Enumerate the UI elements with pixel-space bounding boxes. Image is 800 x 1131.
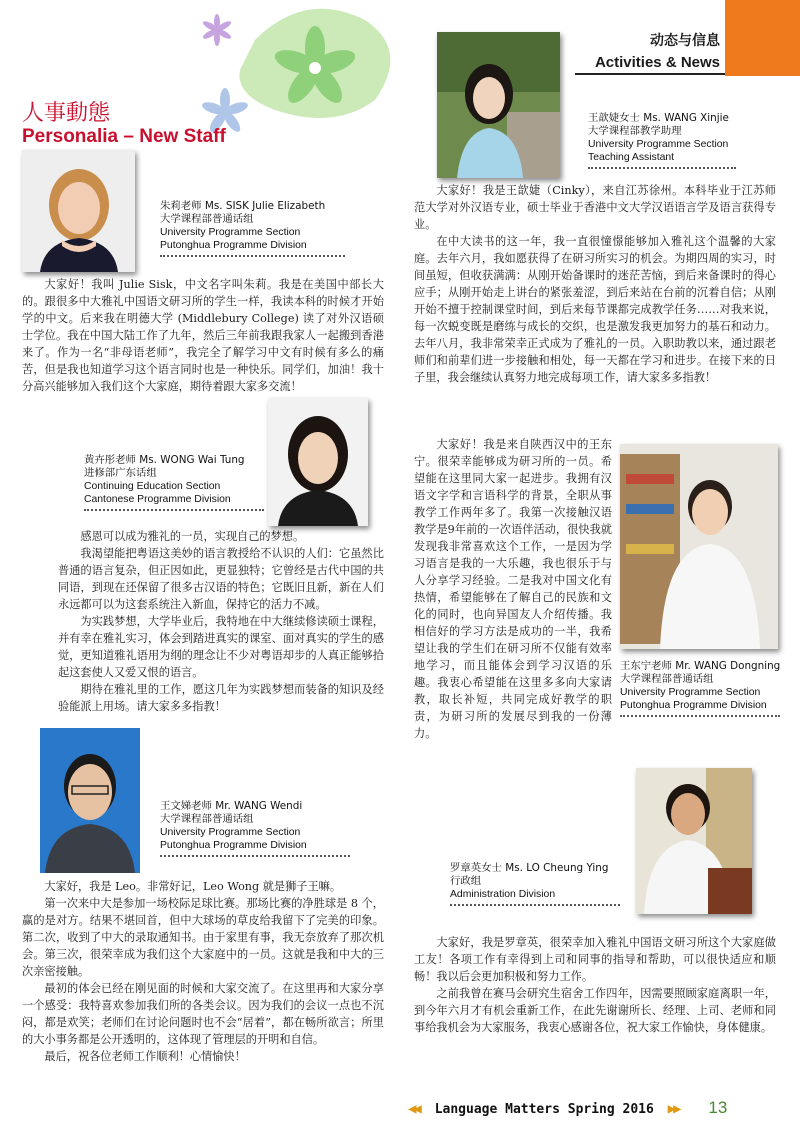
article-wang-xinjie (414, 182, 776, 418)
paragraph: 在中大读书的这一年，我一直很憧憬能够加入雅礼这个温馨的大家庭。去年六月，我如愿获得了在研习所实习的机会。为期四周的实习，时间虽短，但收获满满：从刚开始备课时的迷茫苦恼，到后来备课时的得心应手；从刚开始走上讲台的紧张羞涩，到后来站在台前的沉着自信；从刚开始不擅于控制课堂时间，到后来每节课都完成教学任务……对我来说，每一次蜕变既是磨练与成长的交织，也是激发我更加努力的基石和动力。去年八月，我非常荣幸正式成为了雅礼的一员。入职助教以来，通过跟老师们和前辈们进一步接触和相处，每一天都在学习和进步。在接下来的日子里，我会继续认真努力地完成每项工作，请大家多多指教！ (414, 235, 776, 384)
prev-page-arrow-icon[interactable]: ◀◀ (408, 1101, 419, 1117)
staff-dept-en: Continuing Education Section (84, 481, 221, 492)
staff-dept-en: Teaching Assistant (588, 152, 675, 163)
staff-dept-en: University Programme Section (160, 827, 301, 838)
photo-wang-wendi (40, 728, 140, 873)
page-number: 13 (708, 1098, 728, 1117)
page-title-en: Personalia – New Staff (22, 126, 226, 147)
staff-dept-en: University Programme Section (588, 139, 729, 150)
caption-underline (588, 167, 736, 169)
caption-underline (620, 715, 780, 717)
paragraph: 之前我曾在赛马会研究生宿舍工作四年，因需要照顾家庭离职一年，到今年六月才有机会重新工作，在此先谢谢所长、经理、上司、老师和同事给我机会为大家服务，我衷心感谢各位，祝大家工作愉快，身体健康。 (414, 987, 776, 1034)
footer (408, 1097, 788, 1119)
article-wong (58, 528, 384, 713)
paragraph: 大家好！我是王歆婕（Cinky），来自江苏徐州。本科毕业于江苏师范大学对外汉语专业，硕士毕业于香港中文大学汉语语言学及语言获得专业。 (414, 184, 776, 231)
staff-name: 黄卉彤老师 Ms. WONG Wai Tung (84, 454, 245, 466)
paragraph: 为实践梦想，大学毕业后，我特地在中大继续修读硕士课程，并有幸在雅礼实习，体会到踏进真实的课室、面对真实的学生的感觉，更知道雅礼语用为纲的理念让不少对粤语却步的人真正能够拾起这套使人又爱又恨的语言。 (58, 615, 384, 679)
photo-wang-xinjie (437, 32, 560, 178)
article-sisk (22, 276, 384, 406)
caption-lo (450, 862, 630, 906)
paragraph: 最后，祝各位老师工作顺利！心情愉快！ (44, 1050, 246, 1063)
caption-wang-wendi (160, 800, 360, 857)
staff-name: 王歆婕女士 Ms. WANG Xinjie (588, 112, 729, 124)
section-title-en: Activities & News (594, 54, 720, 71)
paragraph: 期待在雅礼里的工作，愿这几年为实践梦想而装备的知识及经验能派上用场。请大家多多指教！ (58, 683, 384, 713)
caption-sisk (160, 200, 360, 257)
header-divider (575, 73, 725, 75)
photo-lo (636, 768, 752, 914)
staff-dept-zh: 大学课程部普通话组 (620, 673, 714, 685)
caption-underline (450, 904, 620, 906)
staff-dept-en: Putonghua Programme Division (620, 700, 767, 711)
next-page-arrow-icon[interactable]: ▶▶ (667, 1101, 679, 1117)
staff-name: 朱莉老师 Ms. SISK Julie Elizabeth (160, 200, 326, 212)
header-accent-block (725, 0, 800, 76)
staff-name: 罗章英女士 Ms. LO Cheung Ying (450, 862, 609, 874)
caption-wang-xinjie (588, 112, 788, 169)
page-title-zh: 人事動態 (22, 101, 111, 126)
caption-underline (160, 855, 350, 857)
paragraph: 感恩可以成为雅礼的一员，实现自己的梦想。 (80, 530, 305, 543)
paragraph: 大家好，我是罗章英，很荣幸加入雅礼中国语文研习所这个大家庭做工友！各项工作有幸得到上司和同事的指导和帮助，可以很快适应和顺畅！我以后会更加积极和努力工作。 (414, 936, 776, 983)
caption-wong (84, 454, 284, 511)
staff-dept-en: University Programme Section (160, 227, 301, 238)
staff-dept-zh: 行政组 (450, 875, 482, 887)
staff-dept-zh: 进修部广东话组 (84, 467, 157, 479)
paragraph: 大家好！我叫 Julie Sisk，中文名字叫朱莉。我是在美国中部长大的。跟很多中大雅礼中国语文研习所的学生一样，我读本科的时候才开始学的中文。后来我在明德大学 (Middlebury College) 读了对外汉语硕士学位。我在中国大陆工作了九年，然后三年前我跟我家人一起搬到香港来了。作为一名“非母语老师”，我完全了解学习中文有时候有多么的痛苦，但是我也知道学习这个语言同时也是一种快乐。同学们，加油！我十分高兴能够加入我们这个大家庭，期待着跟大家多交流！ (22, 278, 384, 393)
paragraph: 最初的体会已经在刚见面的时候和大家交流了。在这里再和大家分享一个感受：我特喜欢参加我们所的各类会议。因为我们的会议一点也不沉闷，都是欢笑；老师们在讨论问题时也不会“居着”，都在畅所欲言；所里的大小事务都是公开透明的，这体现了管理层的开明和自信。 (22, 982, 384, 1046)
staff-dept-zh: 大学课程部教学助理 (588, 125, 682, 137)
caption-wang-dongning (620, 660, 790, 717)
decorative-flower-graphic (195, 0, 395, 140)
staff-dept-en: Putonghua Programme Division (160, 840, 307, 851)
caption-underline (160, 255, 345, 257)
staff-dept-en: Cantonese Programme Division (84, 494, 231, 505)
article-wang-dongning (414, 436, 612, 740)
paragraph: 大家好，我是 Leo。非常好记，Leo Wong 就是狮子王嘛。 (44, 880, 342, 893)
staff-name: 王东宁老师 Mr. WANG Dongning (620, 660, 781, 672)
staff-name: 王文娣老师 Mr. WANG Wendi (160, 800, 303, 812)
article-lo (414, 934, 776, 1084)
paragraph: 我渴望能把粤语这美妙的语言教授给不认识的人们：它虽然比普通的语言复杂，但正因如此，更显独特；它曾经是古代中国的共同语，到现在还保留了很多古汉语的特色；它既旧且新，新在人们永远都可以为这套系统注入新血，保持它的活力不减。 (58, 547, 384, 611)
photo-sisk (22, 150, 135, 272)
article-wang-wendi (22, 878, 384, 1104)
staff-dept-zh: 大学课程部普通话组 (160, 213, 254, 225)
caption-underline (84, 509, 264, 511)
paragraph: 大家好！我是来自陕西汉中的王东宁。很荣幸能够成为研习所的一员。希望能在这里同大家一起进步。我拥有汉语文字学和言语科学的背景，全职从事教学工作两年多了。我第一次接触汉语教学是9年前的一次语伴活动，很快我就发现我非常喜欢这个工作，一是因为学习语言是我的一大乐趣，我也很乐于与人分享学习经验。二是我对中国文化有热情，希望能够在了解自己的民族和文化的同时，也向异国友人介绍传播。我相信好的学习方法是成功的一半，我希望让我的学生们在研习所不仅能有效率地学习，而且能体会到学习汉语的乐趣。我衷心希望能在这里多多向大家请教，取长补短，共同完成好教学的职责，为研习所的发展尽到我的一份薄力。 (414, 438, 612, 740)
staff-dept-zh: 大学课程部普通话组 (160, 813, 254, 825)
staff-dept-en: Putonghua Programme Division (160, 240, 307, 251)
staff-dept-en: University Programme Section (620, 687, 761, 698)
paragraph: 第一次来中大是参加一场校际足球比赛。那场比赛的净胜球是 8 个，赢的是对方。结果不堪回首，但中大球场的草皮给我留下了完美的印象。第二次，收到了中大的录取通知书。由于家里有事，我无奈放弃了那次机会。第三次，很荣幸成为我们这个大家庭中的一员。这就是我和中大的三次亲密接触。 (22, 897, 384, 978)
photo-wang-dongning (620, 444, 778, 649)
section-title-zh: 动态与信息 (650, 33, 720, 49)
staff-dept-en: Administration Division (450, 889, 556, 900)
publication-title: Language Matters Spring 2016 (434, 1102, 654, 1117)
